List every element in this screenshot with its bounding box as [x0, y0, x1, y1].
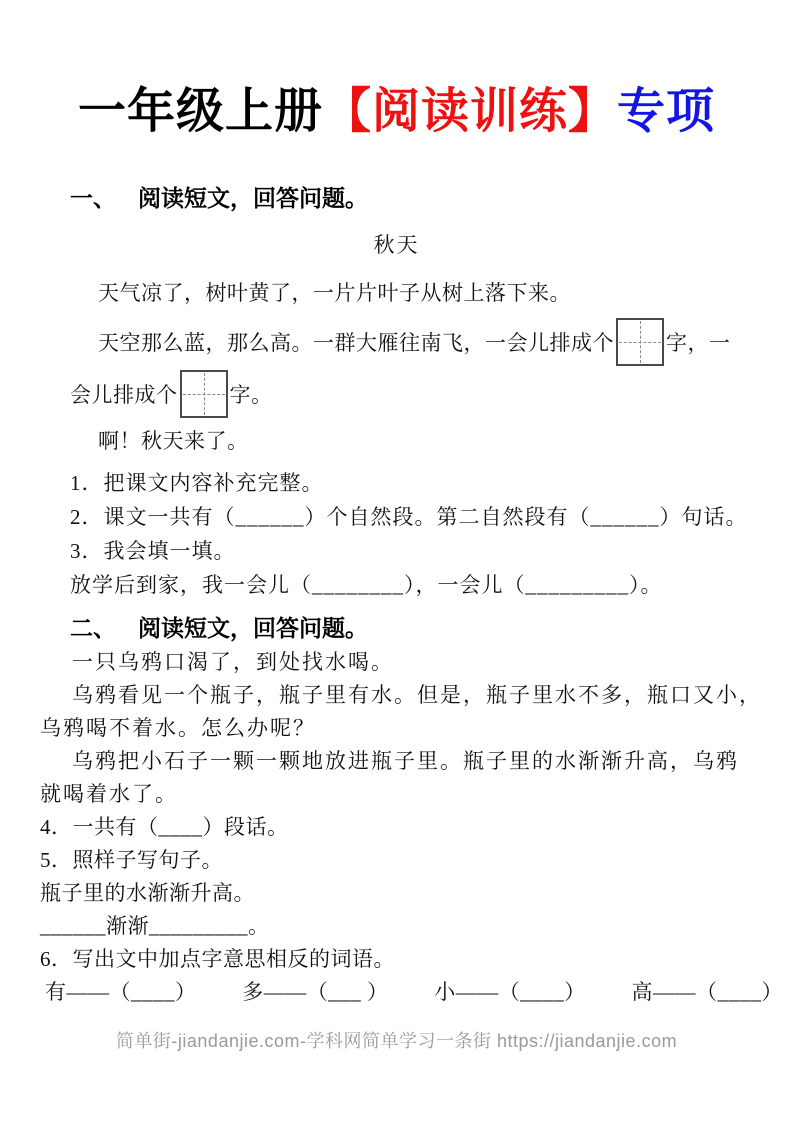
passage2-line-1: 一只乌鸦口渴了，到处找水喝。 [72, 650, 394, 674]
watermark-footer: 简单街-jiandanjie.com-学科网简单学习一条街 https://jiandanjie.com [115, 1031, 678, 1051]
page-title [0, 0, 793, 140]
character-grid-box-1 [616, 318, 664, 366]
passage2-line-2: 乌鸦看见一个瓶子，瓶子里有水。但是，瓶子里水不多，瓶口又小， [72, 683, 762, 707]
passage1-line-4: 啊！秋天来了。 [98, 429, 249, 453]
character-grid-box-2 [180, 370, 228, 418]
passage1-line-3 [70, 368, 733, 420]
question-3-fill-line: 放学后到家，我一会儿（________），一会儿（_________）。 [70, 573, 663, 597]
question-5-blank-line: ______渐渐_________。 [40, 914, 270, 938]
title-special-part: 专项 [617, 85, 716, 138]
passage2-line-3: 乌鸦喝不着水。怎么办呢？ [40, 716, 316, 740]
section2-number: 二、 [70, 616, 116, 641]
passage2-line-4: 乌鸦把小石子一颗一颗地放进瓶子里。瓶子里的水渐渐升高，乌鸦 [72, 749, 739, 773]
passage1-line-2 [70, 316, 733, 368]
question-5-example: 瓶子里的水渐渐升高。 [40, 881, 255, 905]
opposite-item-you: 有——（____） [45, 980, 197, 1004]
question-3: 3．我会填一填。 [70, 539, 236, 563]
question-1: 1．把课文内容补充完整。 [70, 471, 324, 495]
passage1-line-2-text-end: 字，一 [666, 331, 731, 355]
section1-number: 一、 [70, 186, 116, 211]
question-4: 4．一共有（____）段话。 [40, 815, 289, 839]
passage1-line-2-text: 天空那么蓝，那么高。一群大雁往南飞，一会儿排成个 [98, 331, 614, 355]
opposite-item-xiao: 小——（____） [434, 980, 586, 1004]
section2-heading-label: 阅读短文，回答问题。 [138, 616, 368, 641]
question-6: 6．写出文中加点字意思相反的词语。 [40, 947, 395, 971]
passage1-line-3-text-end: 字。 [229, 383, 273, 407]
section1-heading-label: 阅读短文，回答问题。 [138, 186, 368, 211]
question-5: 5．照样子写句子。 [40, 848, 223, 872]
opposite-item-gao: 高——（____） [631, 980, 783, 1004]
section1-heading [70, 182, 793, 216]
passage2-line-5: 就喝着水了。 [40, 782, 178, 806]
passage1-line-1: 天气凉了，树叶黄了，一片片叶子从树上落下来。 [98, 281, 571, 305]
question-2: 2．课文一共有（______）个自然段。第二自然段有（______）句话。 [70, 505, 748, 529]
opposite-item-duo: 多——（___ ） [242, 980, 389, 1004]
title-topic-part: 【阅读训练】 [322, 85, 617, 138]
question-6-answer-row [45, 976, 783, 1009]
passage1-line-3-text: 会儿排成个 [70, 383, 178, 407]
title-grade-part: 一年级上册 [77, 85, 323, 138]
section2-heading [70, 612, 793, 646]
passage1-title: 秋天 [373, 233, 420, 257]
